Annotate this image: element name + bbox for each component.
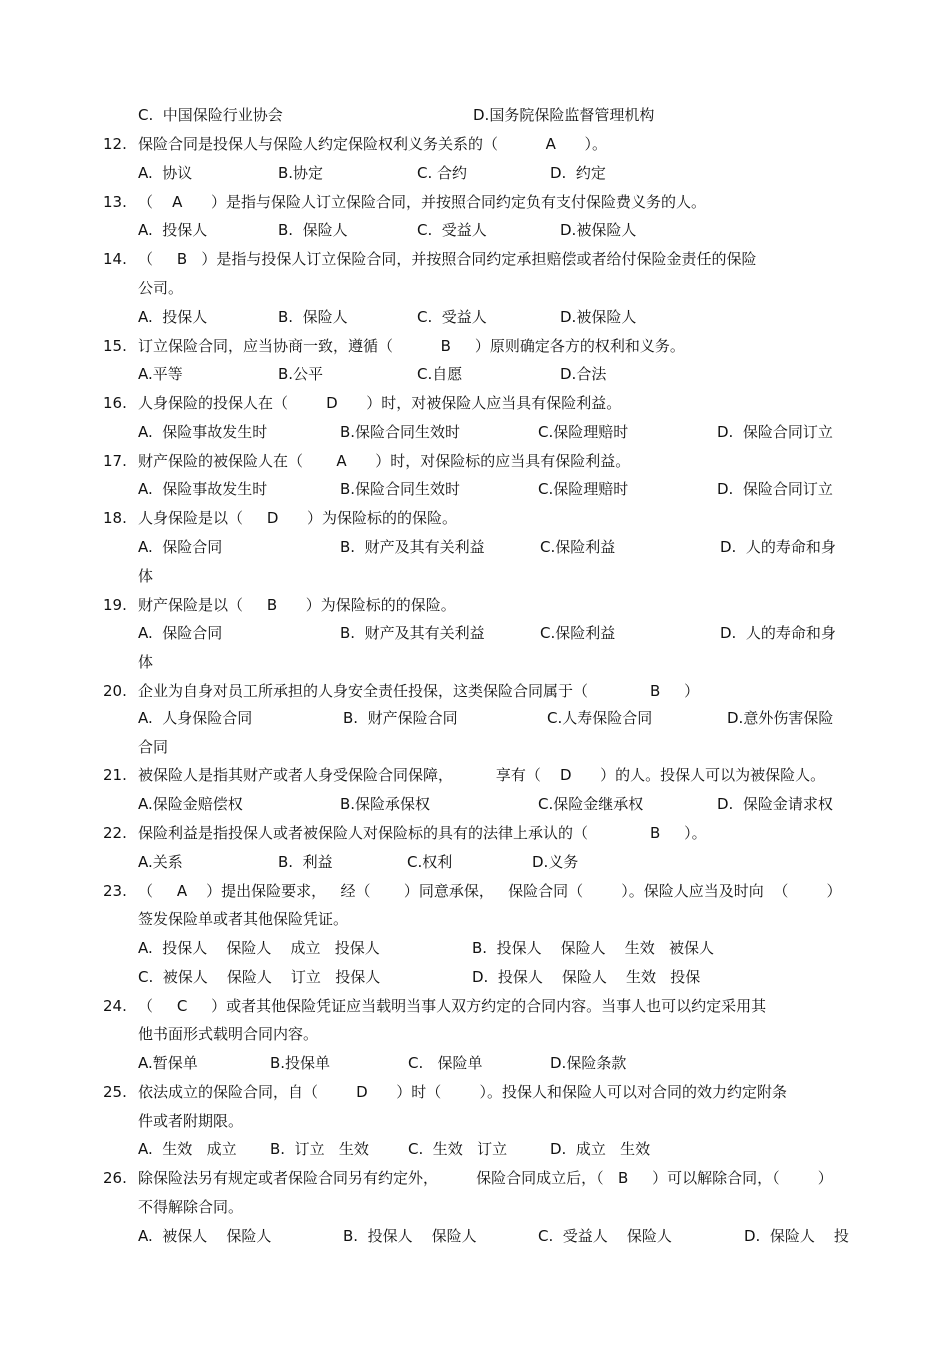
option-a: A. 被保人 保险人 [138, 1227, 272, 1245]
option-continuation: 体 [138, 567, 154, 585]
option-b: B. 利益 [278, 853, 333, 871]
question-number: 15. [103, 337, 127, 355]
option-c: C. 合约 [417, 164, 468, 182]
option-a: A. 保险合同 [138, 624, 223, 642]
option-a: A. 保险事故发生时 [138, 480, 268, 498]
option-b: B.保险承保权 [340, 795, 431, 813]
question-number: 23. [103, 882, 127, 900]
question-number: 24. [103, 997, 127, 1015]
option-d: D. 成立 生效 [550, 1140, 651, 1158]
option-b: B. 财产及其有关利益 [340, 538, 485, 556]
question-continuation: 公司。 [138, 279, 184, 297]
question-text: 财产保险是以（ B ）为保险标的的保险。 [138, 596, 456, 614]
option-c: C.保险金继承权 [538, 795, 644, 813]
option-b: B.投保单 [270, 1054, 331, 1072]
option-c: C. 保险单 [408, 1054, 483, 1072]
question-number: 22. [103, 824, 127, 842]
question-number: 19. [103, 596, 127, 614]
question-number: 26. [103, 1169, 127, 1187]
option-a: A. 投保人 [138, 308, 208, 326]
option-b: B. 投保人 保险人 生效 被保人 [472, 939, 715, 957]
option-a: A.关系 [138, 853, 183, 871]
option-d: D. 约定 [550, 164, 606, 182]
question-text: 订立保险合同，应当协商一致，遵循（ B ）原则确定各方的权利和义务。 [138, 337, 685, 355]
option-d: D.国务院保险监督管理机构 [473, 106, 655, 124]
option-b: B.协定 [278, 164, 324, 182]
option-b: B. 财产及其有关利益 [340, 624, 485, 642]
option-c: C.保险利益 [540, 538, 616, 556]
question-number: 18. [103, 509, 127, 527]
option-a: A. 投保人 [138, 221, 208, 239]
option-c: C.保险利益 [540, 624, 616, 642]
question-text: （ B ）是指与投保人订立保险合同，并按照合同约定承担赔偿或者给付保险金责任的保险 [138, 250, 757, 268]
question-number: 12. [103, 135, 127, 153]
question-text: 财产保险的被保险人在（ A ）时，对保险标的应当具有保险利益。 [138, 452, 631, 470]
option-b: B.公平 [278, 365, 324, 383]
option-c: C. 中国保险行业协会 [138, 106, 283, 124]
option-d: D. 保险金请求权 [717, 795, 833, 813]
option-d: D. 保险合同订立 [717, 480, 833, 498]
question-text: （ C ）或者其他保险凭证应当载明当事人双方约定的合同内容。当事人也可以约定采用其 [138, 997, 767, 1015]
question-text: 保险合同是投保人与保险人约定保险权利义务关系的（ A ）。 [138, 135, 608, 153]
question-text: 企业为自身对员工所承担的人身安全责任投保，这类保险合同属于（ B ） [138, 682, 700, 700]
option-continuation: 合同 [138, 738, 169, 756]
question-text: 保险利益是指投保人或者被保险人对保险标的具有的法律上承认的（ B ）。 [138, 824, 707, 842]
option-c: C. 被保人 保险人 订立 投保人 [138, 968, 381, 986]
option-d: D.合法 [560, 365, 607, 383]
question-text: （ A ）是指与保险人订立保险合同，并按照合同约定负有支付保险费义务的人。 [138, 193, 706, 211]
option-c: C.人寿保险合同 [547, 709, 653, 727]
option-d: D. 保险人 投 [744, 1227, 849, 1245]
option-a: A. 生效 成立 [138, 1140, 237, 1158]
question-continuation: 不得解除合同。 [138, 1198, 244, 1216]
question-number: 16. [103, 394, 127, 412]
question-text: 除保险法另有规定或者保险合同另有约定外， 保险合同成立后，（ B ）可以解除合同，（ ） [138, 1169, 833, 1187]
option-a: A.保险金赔偿权 [138, 795, 243, 813]
question-continuation: 件或者附期限。 [138, 1112, 244, 1130]
question-number: 25. [103, 1083, 127, 1101]
option-b: B. 订立 生效 [270, 1140, 369, 1158]
option-a: A. 协议 [138, 164, 193, 182]
option-a: A. 保险合同 [138, 538, 223, 556]
option-a: A. 保险事故发生时 [138, 423, 268, 441]
option-d: D. 人的寿命和身 [720, 624, 836, 642]
question-number: 13. [103, 193, 127, 211]
question-continuation: 他书面形式载明合同内容。 [138, 1025, 319, 1043]
option-c: C. 生效 订立 [408, 1140, 508, 1158]
option-b: B.保险合同生效时 [340, 423, 461, 441]
question-text: 人身保险的投保人在（ D ）时，对被保险人应当具有保险利益。 [138, 394, 622, 412]
option-c: C.自愿 [417, 365, 463, 383]
option-d: D.义务 [532, 853, 579, 871]
question-text: 依法成立的保险合同，自（ D ）时（ ）。投保人和保险人可以对合同的效力约定附条 [138, 1083, 787, 1101]
question-number: 17. [103, 452, 127, 470]
option-continuation: 体 [138, 653, 154, 671]
option-c: C. 受益人 保险人 [538, 1227, 672, 1245]
option-d: D.保险条款 [550, 1054, 627, 1072]
option-d: D.被保险人 [560, 221, 637, 239]
option-d: D. 保险合同订立 [717, 423, 833, 441]
option-b: B.保险合同生效时 [340, 480, 461, 498]
question-number: 21. [103, 766, 127, 784]
option-b: B. 保险人 [278, 308, 348, 326]
question-text: 人身保险是以（ D ）为保险标的的保险。 [138, 509, 458, 527]
option-d: D.被保险人 [560, 308, 637, 326]
option-b: B. 投保人 保险人 [343, 1227, 477, 1245]
question-number: 14. [103, 250, 127, 268]
option-d: D. 投保人 保险人 生效 投保 [472, 968, 701, 986]
option-d: D.意外伤害保险 [727, 709, 834, 727]
question-continuation: 签发保险单或者其他保险凭证。 [138, 910, 349, 928]
question-number: 20. [103, 682, 127, 700]
option-a: A. 投保人 保险人 成立 投保人 [138, 939, 380, 957]
option-c: C. 受益人 [417, 308, 487, 326]
option-c: C.权利 [407, 853, 453, 871]
option-a: A. 人身保险合同 [138, 709, 253, 727]
option-b: B. 保险人 [278, 221, 348, 239]
option-a: A.暂保单 [138, 1054, 198, 1072]
question-text: （ A ）提出保险要求， 经（ ）同意承保， 保险合同（ ）。保险人应当及时向 （ ） [138, 882, 842, 900]
option-c: C.保险理赔时 [538, 480, 629, 498]
option-c: C.保险理赔时 [538, 423, 629, 441]
option-c: C. 受益人 [417, 221, 487, 239]
option-a: A.平等 [138, 365, 183, 383]
question-text: 被保险人是指其财产或者人身受保险合同保障， 享有（ D ）的人。投保人可以为被保险人。 [138, 766, 826, 784]
option-b: B. 财产保险合同 [343, 709, 458, 727]
option-d: D. 人的寿命和身 [720, 538, 836, 556]
